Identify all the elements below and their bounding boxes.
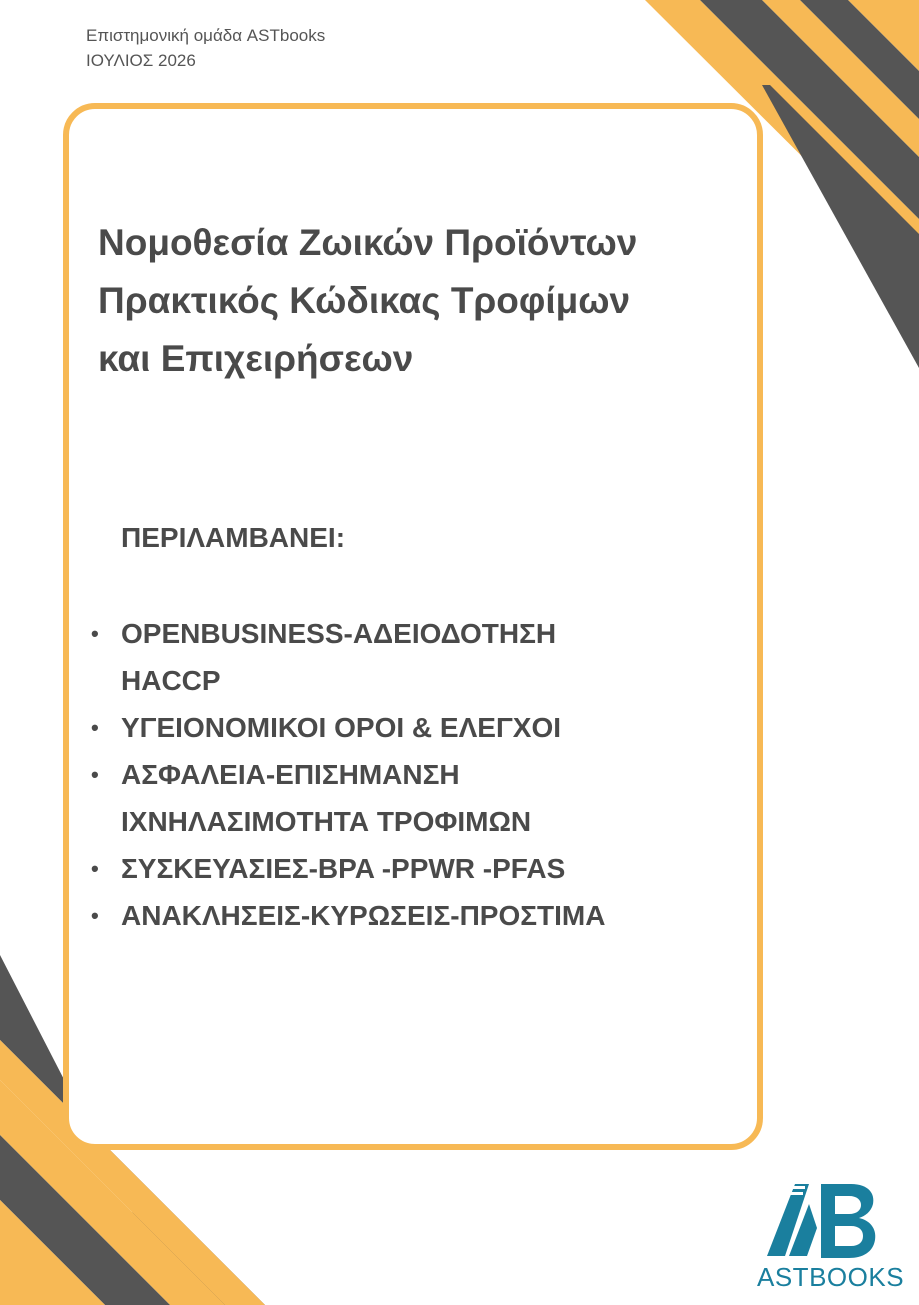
title-line: και Επιχειρήσεων: [98, 338, 414, 379]
list-item-line: ΑΣΦΑΛΕΙΑ-ΕΠΙΣΗΜΑΝΣΗ: [121, 759, 460, 790]
list-item: [91, 704, 741, 751]
list-item-line: OPENBUSINESS-ΑΔΕΙΟΔΟΤΗΣΗ: [121, 618, 557, 649]
list-item: [91, 610, 741, 704]
bullet-icon: •: [91, 903, 99, 928]
title-line: Νομοθεσία Ζωικών Προϊόντων: [98, 222, 638, 263]
list-item: [91, 892, 741, 939]
org-name: Επιστημονική ομάδα ASTbooks: [86, 26, 326, 45]
bullet-icon: •: [91, 762, 99, 787]
list-item: [91, 751, 741, 845]
header-block: [86, 23, 325, 73]
list-item-line: ΑΝΑΚΛΗΣΕΙΣ-ΚΥΡΩΣΕΙΣ-ΠΡΟΣΤΙΜΑ: [121, 900, 606, 931]
document-title: [98, 214, 758, 388]
list-item-line: ΥΓΕΙΟΝΟΜΙΚΟΙ ΟΡΟΙ & ΕΛΕΓΧΟΙ: [121, 712, 562, 743]
publication-date: ΙΟΥΛΙΟΣ 2026: [86, 51, 196, 70]
list-item-line: ΣΥΣΚΕΥΑΣΙΕΣ-BPA -PPWR -PFAS: [121, 853, 566, 884]
title-line: Πρακτικός Κώδικας Τροφίμων: [98, 280, 631, 321]
includes-list: [91, 610, 741, 939]
includes-heading: ΠΕΡΙΛΑΜΒΑΝΕΙ:: [121, 522, 346, 553]
list-item: [91, 845, 741, 892]
logo-text: ASTBOOKS: [757, 1262, 905, 1292]
bullet-icon: •: [91, 715, 99, 740]
bullet-icon: •: [91, 621, 99, 646]
list-item-line: HACCP: [121, 665, 221, 696]
list-item-line: ΙΧΝΗΛΑΣΙΜΟΤΗΤΑ ΤΡΟΦΙΜΩΝ: [121, 806, 532, 837]
bullet-icon: •: [91, 856, 99, 881]
